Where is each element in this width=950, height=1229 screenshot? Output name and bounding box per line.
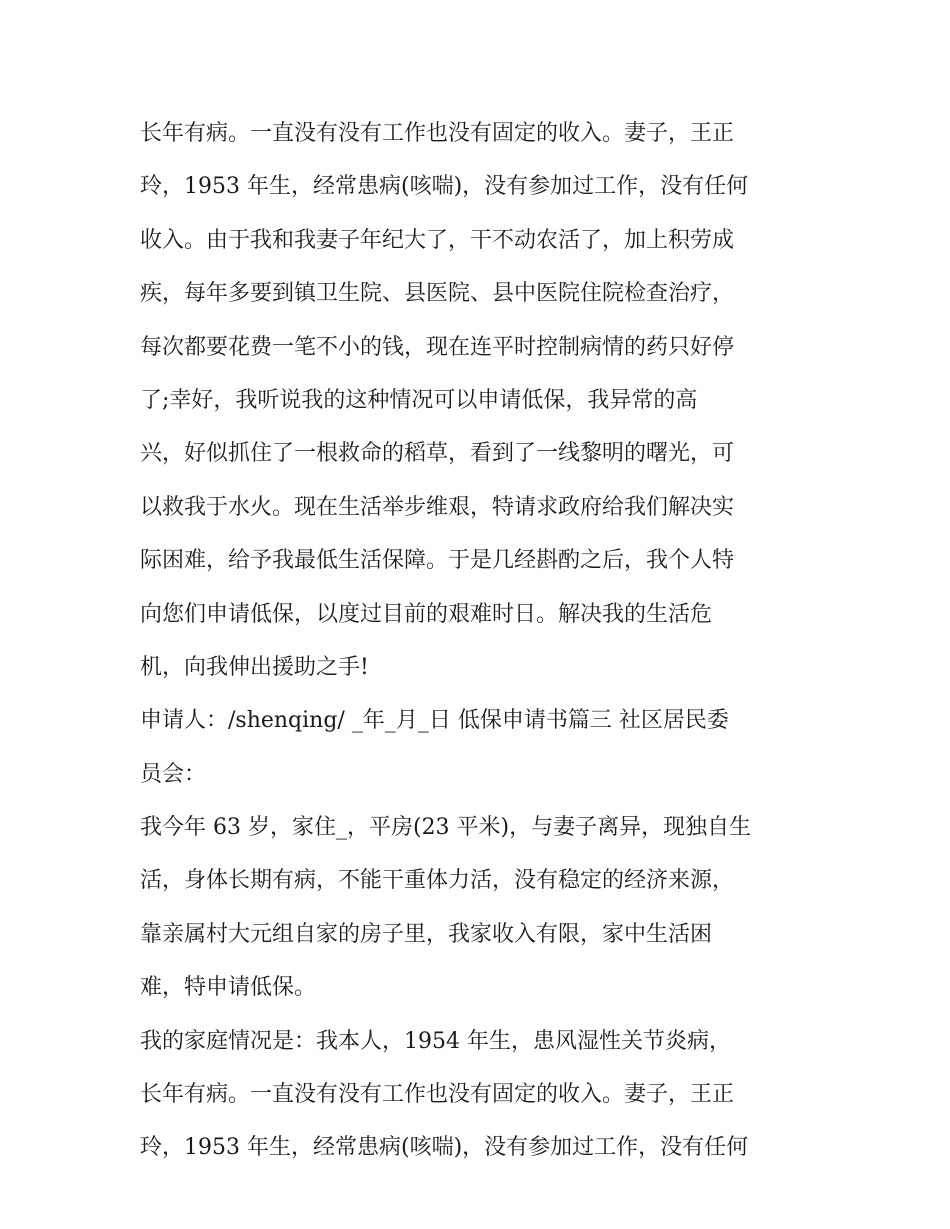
- text-line: 机，向我伸出援助之手!: [140, 654, 369, 680]
- text-line: 以救我于水火。现在生活举步维艰，特请求政府给我们解决实: [140, 494, 735, 520]
- text-line: 疾，每年多要到镇卫生院、县医院、县中医院住院检查治疗，: [140, 281, 735, 307]
- text-line: 玲，1953 年生，经常患病(咳喘)，没有参加过工作，没有任何: [140, 1135, 749, 1161]
- text-line: 玲，1953 年生，经常患病(咳喘)，没有参加过工作，没有任何: [140, 174, 749, 200]
- text-line: 长年有病。一直没有没有工作也没有固定的收入。妻子，王正: [140, 121, 735, 146]
- text-line: 申请人：/shenqing/ _年_月_日 低保申请书篇三 社区居民委: [140, 708, 729, 734]
- text-line: 兴，好似抓住了一根救命的稻草，看到了一线黎明的曙光，可: [140, 441, 735, 467]
- text-line: 了;幸好，我听说我的这种情况可以申请低保，我异常的高: [140, 387, 698, 413]
- text-line: 活，身体长期有病，不能干重体力活，没有稳定的经济来源，: [140, 868, 735, 894]
- document-body: [140, 107, 820, 1175]
- text-line: 收入。由于我和我妻子年纪大了，干不动农活了，加上积劳成: [140, 227, 735, 253]
- text-line: 际困难，给予我最低生活保障。于是几经斟酌之后，我个人特: [140, 548, 735, 574]
- text-line: 难，特申请低保。: [140, 975, 317, 1001]
- text-line: 靠亲属村大元组自家的房子里，我家收入有限，家中生活困: [140, 921, 713, 947]
- text-line: 员会：: [140, 761, 207, 787]
- text-line: 每次都要花费一笔不小的钱，现在连平时控制病情的药只好停: [140, 334, 735, 360]
- text-line: 长年有病。一直没有没有工作也没有固定的收入。妻子，王正: [140, 1082, 735, 1108]
- text-line: 我的家庭情况是：我本人，1954 年生，患风湿性关节炎病，: [140, 1028, 731, 1054]
- text-line: 我今年 63 岁，家住_，平房(23 平米)，与妻子离异，现独自生: [140, 815, 752, 841]
- text-line: 向您们申请低保，以度过目前的艰难时日。解决我的生活危: [140, 601, 713, 627]
